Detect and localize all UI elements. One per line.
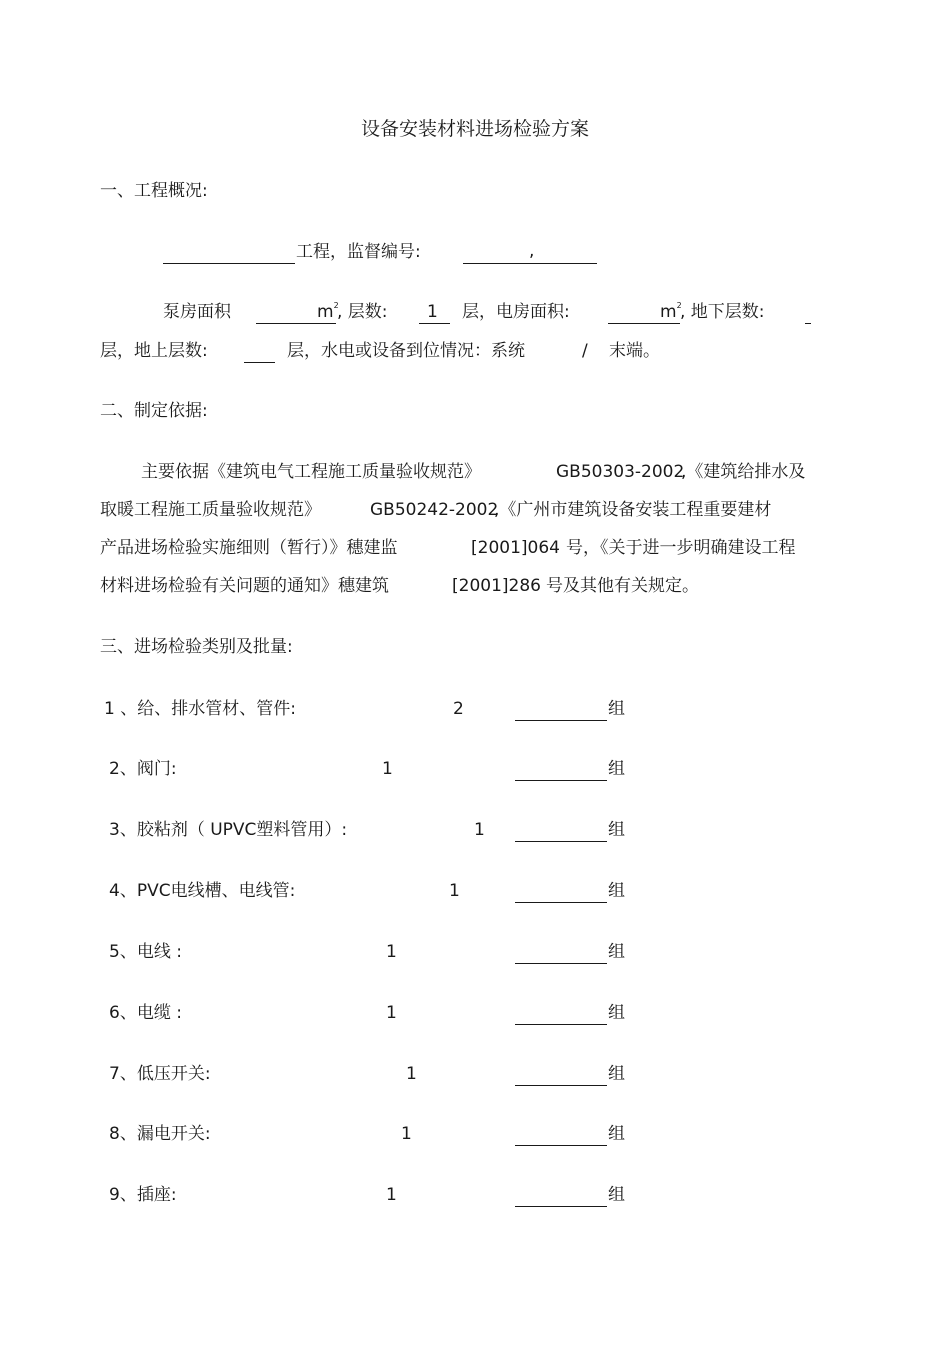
item-blank [515, 1085, 607, 1086]
above-ground-floors-label: 层，地上层数: [100, 341, 208, 361]
section-1-heading: 一、工程概况: [100, 181, 208, 201]
item-label: 5、电线 : [109, 942, 182, 962]
section-3-heading: 三、进场检验类别及批量: [100, 637, 293, 657]
item-count: 2 [453, 699, 464, 719]
item-unit: 组 [608, 1003, 625, 1023]
electric-room-area-unit: $m^2$ [660, 301, 682, 322]
pump-room-area-label: 泵房面积 [163, 302, 231, 322]
basis-line-4-end: 号及其他有关规定。 [546, 576, 699, 596]
pump-room-area-blank [256, 323, 336, 324]
project-name-blank [163, 263, 295, 264]
underground-floors-label: , 地下层数: [680, 302, 765, 322]
floors-label: , 层数: [337, 302, 388, 322]
electric-room-area-blank [608, 323, 680, 324]
floors-blank [419, 323, 450, 324]
item-blank [515, 720, 607, 721]
basis-code-4: [2001]286 [452, 576, 541, 596]
basis-line-2-end: ,《广州市建筑设备安装工程重要建材 [494, 500, 772, 520]
item-label: 8、漏电开关: [109, 1124, 211, 1144]
item-count: 1 [449, 881, 460, 901]
item-unit: 组 [608, 820, 625, 840]
item-unit: 组 [608, 1064, 625, 1084]
item-count: 1 [386, 942, 397, 962]
item-blank [515, 1145, 607, 1146]
item-blank [515, 963, 607, 964]
electric-room-area-label: 层，电房面积: [462, 302, 570, 322]
pump-room-area-unit: $m^2$ [317, 301, 339, 322]
project-label: 工程，监督编号: [296, 242, 421, 262]
status-label: 层，水电或设备到位情况：系统 [287, 341, 525, 361]
item-blank [515, 902, 607, 903]
supervision-number-blank [463, 263, 597, 264]
document-title: 设备安装材料进场检验方案 [360, 118, 589, 140]
item-count: 1 [474, 820, 485, 840]
section-2-heading: 二、制定依据: [100, 401, 208, 421]
item-blank [515, 841, 607, 842]
item-count: 1 [382, 759, 393, 779]
item-blank [515, 780, 607, 781]
basis-line-3: 产品进场检验实施细则（暂行）》穗建监 [100, 538, 398, 558]
item-label: 7、低压开关: [109, 1064, 211, 1084]
item-count: 1 [386, 1003, 397, 1023]
item-count: 1 [386, 1185, 397, 1205]
basis-line-4: 材料进场检验有关问题的通知》穗建筑 [100, 576, 389, 596]
supervision-number-comma: , [529, 241, 535, 261]
item-count: 1 [406, 1064, 417, 1084]
item-unit: 组 [608, 1185, 625, 1205]
basis-line-3-end: 号，《关于进一步明确建设工程 [566, 538, 796, 558]
basis-line-1: 主要依据《建筑电气工程施工质量验收规范》 [141, 462, 481, 482]
status-slash: / [582, 341, 588, 361]
item-blank [515, 1206, 607, 1207]
underground-floors-blank [805, 323, 811, 324]
basis-code-2: GB50242-2002 [370, 500, 499, 520]
above-ground-floors-blank [244, 362, 275, 363]
item-unit: 组 [608, 881, 625, 901]
item-label: 1 、给、排水管材、管件: [104, 699, 296, 719]
item-label: 4、PVC电线槽、电线管: [109, 881, 296, 901]
item-blank [515, 1024, 607, 1025]
status-end: 末端。 [609, 341, 660, 361]
item-unit: 组 [608, 759, 625, 779]
item-count: 1 [401, 1124, 412, 1144]
floors-value: 1 [427, 302, 438, 322]
item-label: 9、插座: [109, 1185, 177, 1205]
basis-line-1-end: ,《建筑给排水及 [681, 462, 806, 482]
item-unit: 组 [608, 1124, 625, 1144]
basis-line-2: 取暖工程施工质量验收规范》 [100, 500, 321, 520]
item-unit: 组 [608, 699, 625, 719]
basis-code-1: GB50303-2002 [556, 462, 685, 482]
basis-code-3: [2001]064 [471, 538, 560, 558]
item-label: 6、电缆 : [109, 1003, 182, 1023]
item-label: 2、阀门: [109, 759, 177, 779]
item-label: 3、胶粘剂（ UPVC塑料管用）: [109, 820, 348, 840]
item-unit: 组 [608, 942, 625, 962]
